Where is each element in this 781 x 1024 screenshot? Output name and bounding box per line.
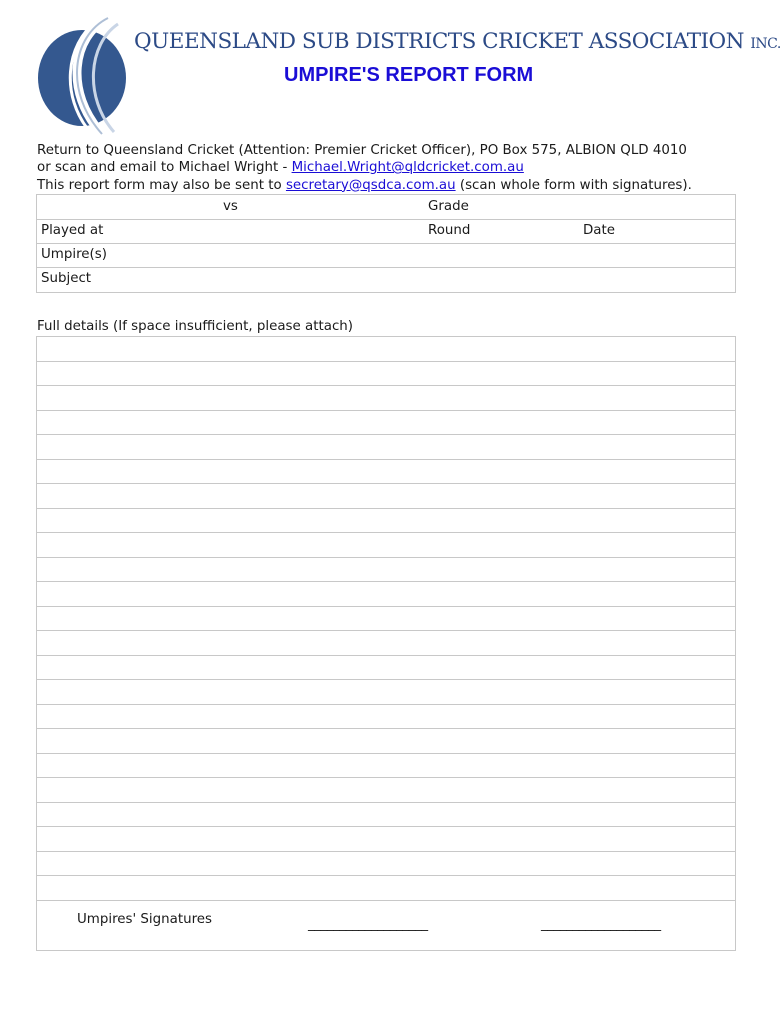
org-name (134, 29, 781, 54)
details-line (37, 777, 735, 778)
grade-label: Grade (428, 199, 469, 214)
vs-label: vs (223, 199, 238, 214)
match-info-box (36, 194, 736, 293)
form-title: UMPIRE'S REPORT FORM (284, 64, 534, 86)
signatures-label: Umpires' Signatures (77, 912, 213, 927)
played-at-label: Played at (41, 223, 104, 238)
instructions-line-2-prefix: or scan and email to Michael Wright - (37, 160, 292, 176)
round-label: Round (428, 223, 471, 238)
details-line (37, 483, 735, 484)
details-line (37, 704, 735, 705)
instructions-line-2 (37, 159, 692, 176)
details-line (37, 606, 735, 607)
details-line (37, 410, 735, 411)
details-line (37, 508, 735, 509)
instructions-line-3-prefix: This report form may also be sent to (37, 177, 286, 193)
details-line (37, 655, 735, 656)
signature-line-1[interactable]: ___________________ (308, 917, 428, 932)
details-line (37, 581, 735, 582)
details-line (37, 900, 735, 901)
secretary-email-link[interactable]: secretary@qsdca.com.au (285, 177, 456, 193)
details-line (37, 802, 735, 803)
details-line (37, 361, 735, 362)
details-box[interactable] (36, 336, 736, 951)
venue-round-date-row[interactable] (37, 219, 735, 244)
details-line (37, 728, 735, 729)
details-line (37, 753, 735, 754)
details-line (37, 557, 735, 558)
org-name-text: QUEENSLAND SUB DISTRICTS CRICKET ASSOCIATION (134, 29, 744, 54)
details-label: Full details (If space insufficient, please attach) (37, 319, 354, 334)
instructions-line-3-suffix: (scan whole form with signatures). (455, 177, 692, 193)
instructions-line-3 (37, 177, 692, 194)
org-suffix: INC. (750, 36, 781, 52)
details-line (37, 385, 735, 386)
details-line (37, 851, 735, 852)
umpires-label: Umpire(s) (41, 247, 107, 262)
subject-label: Subject (41, 271, 92, 286)
subject-row[interactable] (37, 267, 735, 291)
details-line (37, 630, 735, 631)
signature-line-2[interactable]: ___________________ (541, 917, 661, 932)
instructions (37, 142, 692, 194)
instructions-line-1: Return to Queensland Cricket (Attention: Premier Cricket Officer), PO Box 575, ALBION QLD 4010 (37, 143, 687, 158)
details-line (37, 434, 735, 435)
details-line (37, 679, 735, 680)
details-line (37, 875, 735, 876)
details-line (37, 826, 735, 827)
date-label: Date (583, 223, 616, 238)
teams-grade-row[interactable] (37, 195, 735, 220)
details-line (37, 532, 735, 533)
umpires-row[interactable] (37, 243, 735, 268)
qsdca-logo (30, 14, 140, 136)
qld-cricket-email-link[interactable]: Michael.Wright@qldcricket.com.au (291, 160, 524, 176)
details-line (37, 459, 735, 460)
